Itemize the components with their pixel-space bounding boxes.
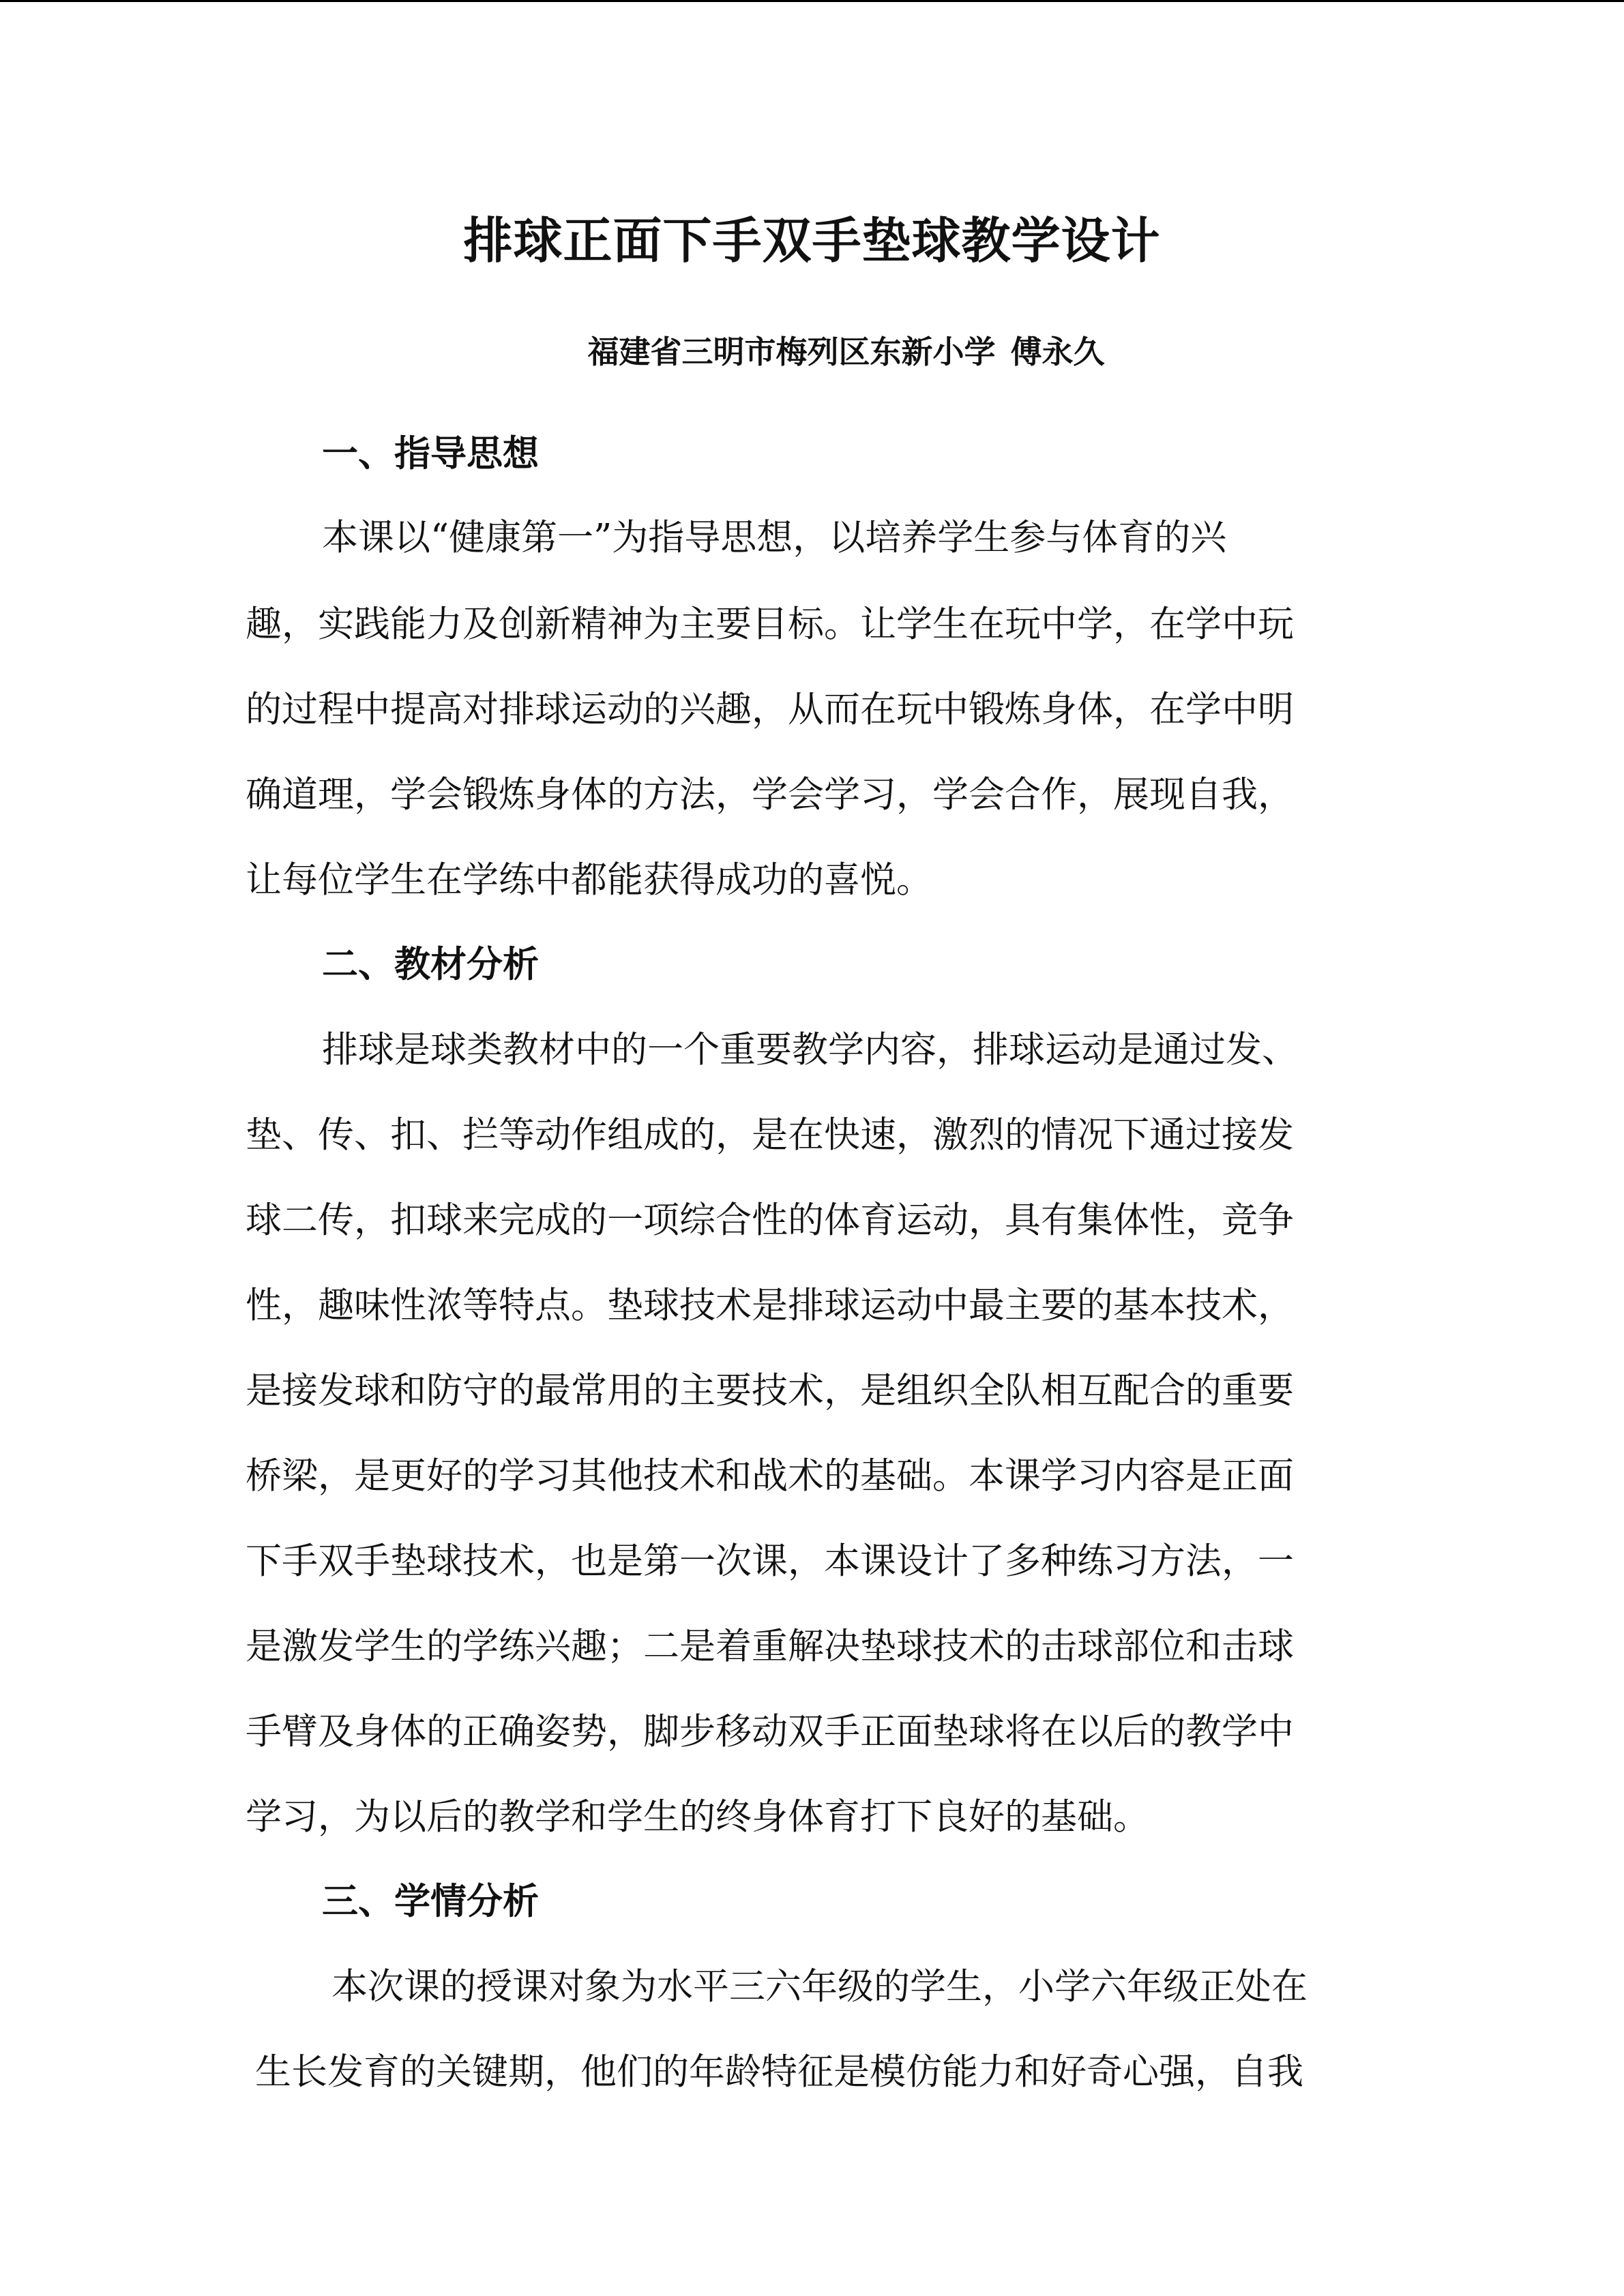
paragraph-line: 是激发学生的学练兴趣；二是着重解决垫球技术的击球部位和击球 [246,1626,1294,1667]
paragraph-line: 球二传，扣球来完成的一项综合性的体育运动，具有集体性，竞争 [246,1199,1294,1241]
paragraph-line: 确道理，学会锻炼身体的方法，学会学习，学会合作，展现自我， [246,774,1294,816]
paragraph-line: 桥梁，是更好的学习其他技术和战术的基础。本课学习内容是正面 [246,1455,1294,1497]
paragraph-line: 是接发球和防守的最常用的主要技术，是组织全队相互配合的重要 [246,1370,1294,1412]
paragraph-line: 排球是球类教材中的一个重要教学内容，排球运动是通过发、 [322,1029,1298,1071]
paragraph-line: 手臂及身体的正确姿势，脚步移动双手正面垫球将在以后的教学中 [246,1711,1294,1753]
paragraph-line: 性，趣味性浓等特点。垫球技术是排球运动中最主要的基本技术， [246,1285,1294,1326]
paragraph-line: 本课以“健康第一”为指导思想，以培养学生参与体育的兴 [322,517,1227,558]
author-affiliation: 福建省三明市梅列区东新小学 [587,333,996,370]
author-name: 傅永久 [1010,333,1105,370]
author-line [0,328,1624,376]
section-heading-guiding-thought: 一、指导思想 [322,433,539,475]
paragraph-line: 让每位学生在学练中都能获得成功的喜悦。 [246,859,932,901]
paragraph-line: 学习，为以后的教学和学生的终身体育打下良好的基础。 [246,1796,1149,1838]
paragraph-line: 本次课的授课对象为水平三六年级的学生，小学六年级正处在 [331,1966,1308,2008]
paragraph-line: 趣，实践能力及创新精神为主要目标。让学生在玩中学，在学中玩 [246,603,1294,645]
paragraph-line: 的过程中提高对排球运动的兴趣，从而在玩中锻炼身体，在学中明 [246,689,1294,730]
paragraph-line: 下手双手垫球技术，也是第一次课，本课设计了多种练习方法，一 [246,1540,1294,1582]
paragraph-line: 垫、传、扣、拦等动作组成的，是在快速，激烈的情况下通过接发 [246,1114,1294,1156]
section-heading-material-analysis: 二、教材分析 [322,944,539,985]
document-title: 排球正面下手双手垫球教学设计 [463,212,1161,269]
section-heading-student-analysis: 三、学情分析 [322,1881,539,1922]
paragraph-line: 生长发育的关键期，他们的年龄特征是模仿能力和好奇心强，自我 [255,2051,1303,2093]
